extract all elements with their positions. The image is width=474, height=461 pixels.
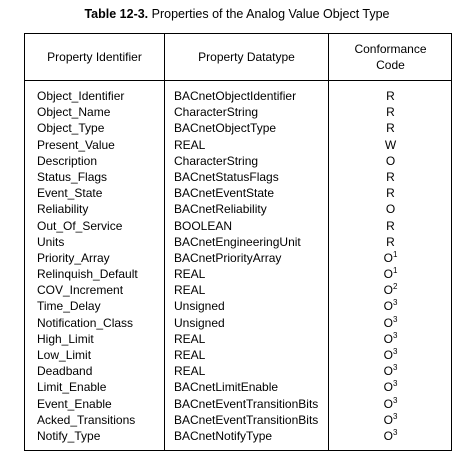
footnote-marker: 1 [392,266,398,276]
property-datatype-cell: BOOLEAN [174,218,233,233]
table-row [25,234,451,250]
conformance-code: O [383,364,393,379]
header-divider [25,80,451,81]
table-row [25,250,451,266]
property-identifier-cell: Relinquish_Default [37,267,138,282]
conformance-code-cell [329,234,452,250]
header-conformance-line2: Code [376,58,405,72]
conformance-code: O [383,315,393,330]
table-row [25,363,451,379]
header-property-datatype: Property Datatype [198,50,295,64]
conformance-code: R [386,186,395,201]
property-datatype-cell: REAL [174,348,206,362]
conformance-code-cell [329,428,452,444]
table-row [25,218,451,234]
property-datatype-cell: REAL [174,364,206,379]
conformance-code-cell [329,396,452,412]
conformance-code-cell [329,88,452,104]
conformance-code-cell [329,218,452,234]
table-number: Table 12-3. [84,7,149,21]
property-datatype-cell: BACnetEventTransitionBits [174,412,319,427]
property-identifier-cell: Units [37,234,65,249]
footnote-marker: 3 [392,411,398,421]
footnote-marker: 3 [392,330,398,340]
footnote-marker: 3 [392,427,398,437]
table-row [25,298,451,314]
conformance-code-cell [329,137,452,153]
property-identifier-cell: Time_Delay [37,299,101,314]
conformance-code: R [386,218,395,233]
table-row [25,201,451,217]
property-identifier-cell: Limit_Enable [37,380,107,395]
conformance-code: O [383,267,393,282]
property-datatype-cell: REAL [174,331,206,346]
conformance-code-cell [329,201,452,217]
conformance-code-cell [329,250,452,266]
property-datatype-cell: BACnetPriorityArray [174,250,282,265]
footnote-marker: 3 [392,314,398,324]
conformance-code: O [383,348,393,362]
property-datatype-cell: BACnetLimitEnable [174,380,279,395]
conformance-code: O [383,428,393,443]
conformance-code: O [383,396,393,411]
conformance-code-cell [329,412,452,428]
property-datatype-cell: BACnetObjectType [174,121,277,136]
property-identifier-cell: Notification_Class [37,315,134,330]
footnote-marker: 3 [392,363,398,373]
footnote-marker: 2 [392,282,398,292]
conformance-code-cell [329,266,452,282]
property-datatype-cell: BACnetNotifyType [174,428,273,443]
conformance-code-cell [329,185,452,201]
table-caption [0,6,474,22]
property-datatype-cell: BACnetObjectIdentifier [174,89,297,103]
conformance-code: R [386,234,395,249]
conformance-code: O [383,331,393,346]
property-identifier-cell: Acked_Transitions [37,412,136,427]
property-datatype-cell: CharacterString [174,153,259,168]
conformance-code: W [384,137,397,152]
property-identifier-cell: Out_Of_Service [37,218,123,233]
conformance-code-cell [329,363,452,379]
table-row [25,379,451,395]
conformance-code: O [383,380,393,395]
property-identifier-cell: Low_Limit [37,348,92,362]
property-datatype-cell: REAL [174,267,206,282]
table-row [25,137,451,153]
table-row [25,120,451,136]
conformance-code-cell [329,379,452,395]
property-identifier-cell: COV_Increment [37,283,124,298]
footnote-marker: 3 [392,379,398,389]
conformance-code: O [385,153,396,168]
property-identifier-cell: Deadband [37,364,93,379]
property-identifier-cell: Reliability [37,202,89,217]
property-identifier-cell: Event_State [37,186,103,201]
conformance-code: O [383,412,393,427]
table-row [25,282,451,298]
table-title: Properties of the Analog Value Object Type [148,7,390,21]
property-datatype-cell: REAL [174,283,206,298]
table-row [25,153,451,169]
header-property-identifier: Property Identifier [47,50,142,64]
header-conformance-code [329,34,452,80]
conformance-code: O [385,202,396,217]
conformance-code-cell [329,298,452,314]
property-datatype-cell: Unsigned [174,299,225,314]
property-identifier-cell: Object_Identifier [37,89,125,103]
table-row [25,315,451,331]
property-identifier-cell: Notify_Type [37,428,101,443]
conformance-code: R [386,121,395,136]
property-datatype-cell: BACnetStatusFlags [174,169,279,184]
conformance-code-cell [329,282,452,298]
conformance-code-cell [329,169,452,185]
property-identifier-cell: Object_Type [37,121,105,136]
header-conformance-line1: Conformance [354,42,427,56]
table-row [25,88,451,104]
conformance-code: O [383,250,393,265]
table-row [25,266,451,282]
property-identifier-cell: Object_Name [37,105,111,120]
table-body [25,88,451,444]
conformance-code: O [383,283,393,298]
table-row [25,331,451,347]
property-identifier-cell: Present_Value [37,137,115,152]
conformance-code: O [383,299,393,314]
conformance-code-cell [329,120,452,136]
property-identifier-cell: Event_Enable [37,396,112,411]
conformance-code: R [386,105,395,120]
footnote-marker: 1 [392,249,398,259]
table-row [25,428,451,444]
property-datatype-cell: CharacterString [174,105,259,120]
property-identifier-cell: High_Limit [37,331,94,346]
properties-table [24,33,452,451]
conformance-code-cell [329,347,452,363]
table-row [25,347,451,363]
property-identifier-cell: Priority_Array [37,250,110,265]
property-datatype-cell: BACnetReliability [174,202,267,217]
conformance-code-cell [329,153,452,169]
footnote-marker: 3 [392,395,398,405]
property-datatype-cell: REAL [174,137,206,152]
property-datatype-cell: Unsigned [174,315,225,330]
footnote-marker: 3 [392,347,398,356]
table-row [25,412,451,428]
conformance-code-cell [329,104,452,120]
table-row [25,104,451,120]
table-row [25,185,451,201]
table-row [25,396,451,412]
conformance-code-cell [329,315,452,331]
property-datatype-cell: BACnetEventTransitionBits [174,396,319,411]
table-row [25,169,451,185]
property-identifier-cell: Description [37,153,98,168]
property-datatype-cell: BACnetEventState [174,186,275,201]
footnote-marker: 3 [392,298,398,308]
conformance-code: R [386,169,395,184]
property-identifier-cell: Status_Flags [37,169,108,184]
property-datatype-cell: BACnetEngineeringUnit [174,234,301,249]
conformance-code-cell [329,331,452,347]
conformance-code: R [386,89,395,103]
